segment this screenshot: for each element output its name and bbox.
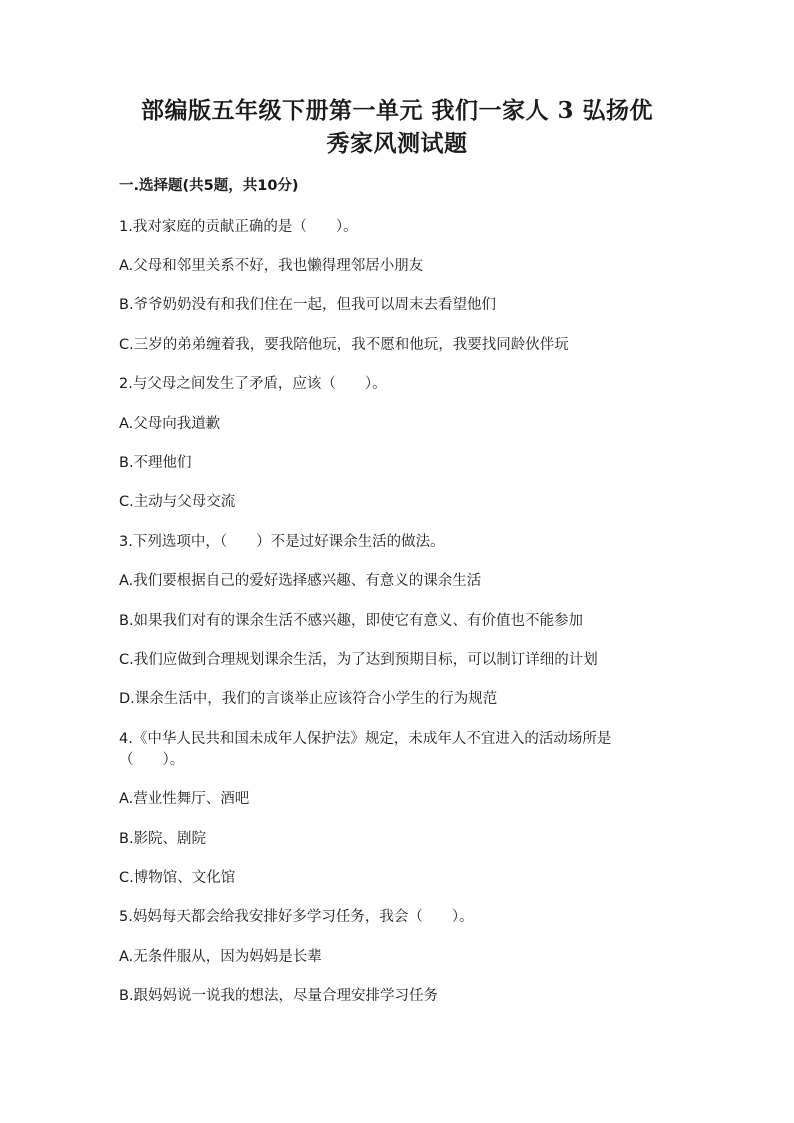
question-4-option-a: A.营业性舞厅、酒吧 [119,791,250,807]
question-3-option-d: D.课余生活中，我们的言谈举止应该符合小学生的行为规范 [119,691,498,707]
question-5-stem: 5.妈妈每天都会给我安排好多学习任务，我会（ ）。 [119,909,474,925]
question-3-option-a: A.我们要根据自己的爱好选择感兴趣、有意义的课余生活 [119,573,482,589]
question-2-option-a: A.父母向我道歉 [119,416,221,432]
question-4-stem-line-2: （ ）。 [119,752,185,768]
question-4-option-b: B.影院、剧院 [119,831,207,847]
question-2-option-c: C.主动与父母交流 [119,494,236,510]
question-5-option-b: B.跟妈妈说一说我的想法，尽量合理安排学习任务 [119,988,439,1004]
section-heading: 一.选择题(共5题，共10分) [119,178,299,194]
question-3-option-c: C.我们应做到合理规划课余生活，为了达到预期目标，可以制订详细的计划 [119,652,598,668]
question-2-option-b: B.不理他们 [119,455,192,471]
question-5-option-a: A.无条件服从，因为妈妈是长辈 [119,949,322,965]
question-3-stem: 3.下列选项中，（ ）不是过好课余生活的做法。 [119,534,445,550]
question-2-stem: 2.与父母之间发生了矛盾，应该（ ）。 [119,376,387,392]
document-title-line-2: 秀家风测试题 [326,130,468,157]
question-4-option-c: C.博物馆、文化馆 [119,870,236,886]
document-title-line-1: 部编版五年级下册第一单元 我们一家人 3 弘扬优 [140,97,654,124]
question-1-option-a: A.父母和邻里关系不好，我也懒得理邻居小朋友 [119,258,424,274]
question-3-option-b: B.如果我们对有的课余生活不感兴趣，即使它有意义、有价值也不能参加 [119,613,584,629]
question-1-option-c: C.三岁的弟弟缠着我，要我陪他玩，我不愿和他玩，我要找同龄伙伴玩 [119,337,569,353]
question-4-stem-line-1: 4.《中华人民共和国未成年人保护法》规定，未成年人不宜进入的活动场所是 [119,731,612,747]
question-1-option-b: B.爷爷奶奶没有和我们住在一起，但我可以周末去看望他们 [119,297,497,313]
question-1-stem: 1.我对家庭的贡献正确的是（ ）。 [119,219,358,235]
